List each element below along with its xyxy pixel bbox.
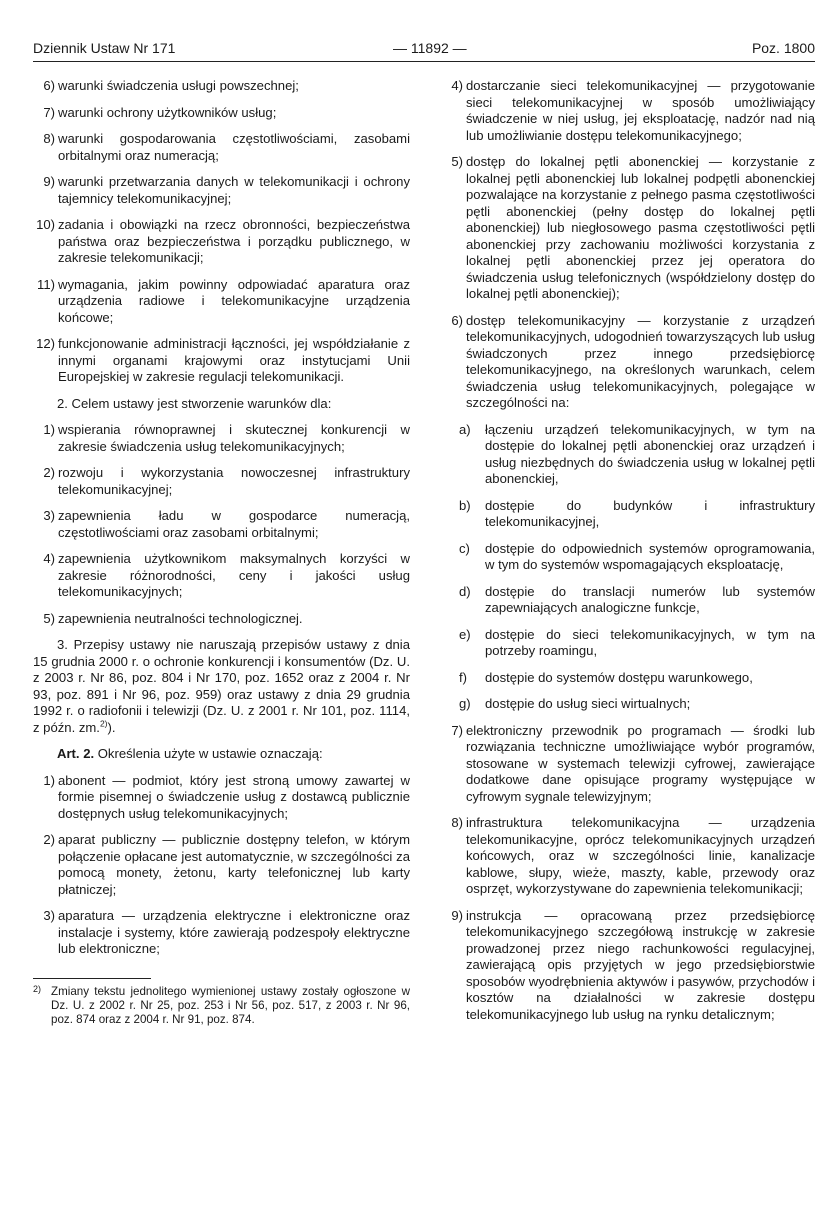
definitions-list-continued [441,78,815,412]
header-rule [33,61,815,62]
list-item: 10) zadania i obowiązki na rzecz obronności, bezpieczeństwa państwa oraz bezpieczeństwa i porządku publicznego, w zakresie telekomunikacji; [36,217,410,265]
left-column [33,78,410,1027]
position-number: Poz. 1800 [751,40,815,56]
list-item: 8) infrastruktura telekomunikacyjna — urządzenia telekomunikacyjne, oprócz telekomunikacyjnych urządzeń końcowych, oraz w szczególności linie, kanalizacje kablowe, słupy, wieże, maszty, kable, przewody oraz osprzęt, wykorzystywane do zapewnienia telekomunikacji; [451,815,815,896]
paragraph-2: 2. Celem ustawy jest stworzenie warunków dla: [57,395,332,411]
journal-title: Dziennik Ustaw Nr 171 [33,40,176,56]
list-item: 3) aparatura — urządzenia elektryczne i elektroniczne oraz instalacje i systemy, które zawierają podzespoły elektryczne lub elektroniczne; [43,908,410,956]
list-item: 1) abonent — podmiot, który jest stroną umowy zawartej w formie pisemnej o świadczenie usług z dostawcą publicznie dostępnych usług telekomunikacyjnych; [43,772,410,821]
footnote-ref: 2) [99,718,108,729]
list-item: 7) warunki ochrony użytkowników usług; [43,104,277,120]
list-item: 5) dostęp do lokalnej pętli abonenckiej — korzystanie z lokalnej pętli abonenckiej lub lokalnej podpętli abonenckiej pozwalające na korzystanie z pełnego pasma częstotliwości pętli abonenckiej (pełny dostęp do lokalnej pętli abonenckiej) lub niegłosowego pasma częstotliwości pętli abonenckiej przy zachowaniu możliwości korzystania z lokalnej pętli abonenckiej przez jej operatora do świadczenia usług telefonicznych (współdzielony dostęp do lokalnej pętli abonenckiej); [451,154,815,301]
article-2-intro: Art. 2. Określenia użyte w ustawie oznaczają: [57,746,323,761]
sub-item: f) dostępie do systemów dostępu warunkowego, [459,669,753,685]
scope-list [33,78,410,386]
sub-item: g) dostępie do usług sieci wirtualnych; [459,696,691,711]
list-item: 8) warunki gospodarowania częstotliwościami, zasobami orbitalnymi oraz numeracją; [43,131,410,163]
sub-item: b) dostępie do budynków i infrastruktury telekomunikacyjnej, [459,497,815,529]
list-item: 4) dostarczanie sieci telekomunikacyjnej — przygotowanie sieci telekomunikacyjnej w sposób umożliwiający świadczenie w niej usług, jej eksploatację, nadzór nad nią lub umożliwianie dostępu telekomunikacyjnego; [451,78,815,143]
list-item: 3) zapewnienia ładu w gospodarce numeracją, częstotliwościami oraz zasobami orbitalnymi; [43,508,410,540]
list-item: 6) dostęp telekomunikacyjny — korzystanie z urządzeń telekomunikacyjnych, udogodnień towarzyszących lub usług świadczonych przez innego przedsiębiorcę telekomunikacyjnego, na określonych warunkach, celem świadczenia usług telekomunikacyjnych, polegające w szczególności na: [451,312,815,410]
sub-item: e) dostępie do sieci telekomunikacyjnych, w tym na potrzeby roamingu, [459,626,815,658]
footnote-mark: 2) [33,983,42,994]
paragraph-3: 3. Przepisy ustawy nie naruszają przepisów ustawy z dnia 15 grudnia 2000 r. o ochronie konkurencji i konsumentów (Dz. U. z 2003 r. Nr 86, poz. 804 i Nr 170, poz. 1652 oraz z 2004 r. Nr 93, poz. 891 i Nr 96, poz. 959) oraz ustawy z dnia 29 grudnia 1992 r. o radiofonii i telewizji (Dz. U. z 2001 r. Nr 101, poz. 1114, z późn. zm.$^{2)}$). [33,637,410,735]
access-subitems [441,422,815,713]
list-item: 9) warunki przetwarzania danych w telekomunikacji i ochrony tajemnicy telekomunikacyjnej; [43,174,410,206]
page-header [33,40,815,60]
list-item: 2) aparat publiczny — publicznie dostępny telefon, w którym połączenie opłacane jest automatycznie, w szczególności za pomocą monety, żetonu, karty telefonicznej lub karty płatniczej; [43,832,410,897]
sub-item: a) łączeniu urządzeń telekomunikacyjnych, w tym na dostępie do lokalnej pętli abonenckiej oraz urządzeń i usług niezbędnych do świadczenia usług w lokalnej pętli abonenckiej, [459,421,815,486]
article-label: Art. 2. [57,746,95,761]
page-number: — 11892 — [393,40,467,56]
list-item: 4) zapewnienia użytkownikom maksymalnych korzyści w zakresie różnorodności, ceny i jakości usług telekomunikacyjnych; [43,551,410,599]
goals-list [33,422,410,627]
footnote-rule [33,978,151,979]
right-column [441,78,815,1033]
sub-item: c) dostępie do odpowiednich systemów oprogramowania, w tym do systemów wspomagających eksploatację, [459,540,815,572]
definitions-list-end [441,723,815,1024]
list-item: 1) wspierania równoprawnej i skutecznej konkurencji w zakresie świadczenia usług telekomunikacyjnych; [43,422,410,454]
list-item: 12) funkcjonowanie administracji łączności, jej współdziałanie z innymi organami krajowymi oraz instytucjami Unii Europejskiej w zakresie regulacji telekomunikacji. [36,336,410,384]
sub-item: d) dostępie do translacji numerów lub systemów zapewniających analogiczne funkcje, [459,583,815,615]
list-item: 6) warunki świadczenia usługi powszechnej; [43,78,299,93]
list-item: 2) rozwoju i wykorzystania nowoczesnej infrastruktury telekomunikacyjnej; [43,465,410,497]
list-item: 9) instrukcja — opracowaną przez przedsiębiorcę telekomunikacyjnego szczegółową instrukcję w zakresie prowadzonej przez niego rachunkowości regulacyjnej, zawierającą opis przyjętych w jego przedsiębiorstwie sposobów wyodrębnienia aktywów i pasywów, przychodów i kosztów na działalności w zakresie dostępu telekomunikacyjnego lub usług na rynku detalicznym; [451,907,815,1022]
list-item: 11) wymagania, jakim powinny odpowiadać aparatura oraz urządzenia radiowe i telekomunikacyjne urządzenia końcowe; [37,276,410,325]
definitions-list [33,773,410,958]
list-item: 7) elektroniczny przewodnik po programach — środki lub rozwiązania techniczne umożliwiające wybór programów, stosowane w systemach telewizji cyfrowej, zawierające dodatkowe dane opisujące programy występujące w cyfrowym sygnale telewizyjnym; [451,722,815,804]
footnote: 2) Zmiany tekstu jednolitego wymienionej ustawy zostały ogłoszone w Dz. U. z 2002 r. Nr 25, poz. 253 i Nr 56, poz. 517, z 2003 r. Nr 96, poz. 874 oraz z 2004 r. Nr 91, poz. 874. [33,983,410,1026]
list-item: 5) zapewnienia neutralności technologicznej. [43,610,303,626]
